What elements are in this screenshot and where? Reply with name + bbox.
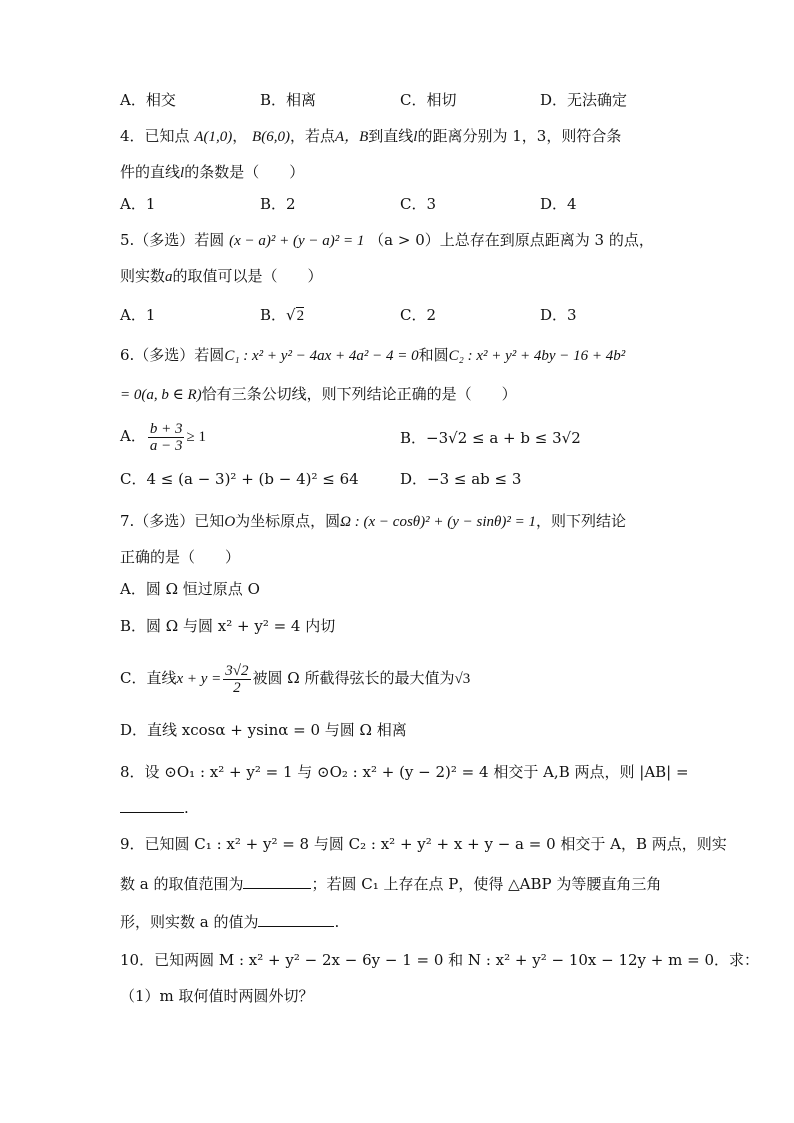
q6-line2-suffix: 恰有三条公切线，则下列结论正确的是（ ） bbox=[201, 385, 517, 403]
q5-option-b: B．√2 bbox=[260, 306, 305, 324]
q4-option-c: C．3 bbox=[400, 195, 437, 213]
q6-option-a-label: A． bbox=[120, 427, 146, 445]
q6-c2: C₂ : x² + y² + 4by − 16 + 4b² bbox=[448, 348, 626, 364]
q9-line3a: 形，则实数 a 的值为 bbox=[120, 913, 259, 931]
q8-line2 bbox=[120, 798, 189, 818]
q6-line2-eq: = 0(a, b ∈ R) bbox=[120, 387, 202, 403]
q8-line1: 8．设 ⊙O₁ : x² + y² = 1 与 ⊙O₂ : x² + (y − 2)² = 4 相交于 A,B 两点，则 |AB| = bbox=[120, 763, 689, 781]
q7-option-c-frac bbox=[223, 663, 250, 696]
q7-eq: Ω : (x − cosθ)² + (y − sinθ)² = 1 bbox=[340, 514, 537, 530]
q7-option-c-den: 2 bbox=[233, 679, 241, 696]
q6-mid: 和圆 bbox=[418, 346, 449, 364]
q4-point-a: A(1,0) bbox=[194, 129, 233, 145]
q7-mid: 为坐标原点，圆 bbox=[235, 512, 341, 530]
q4-option-b: B．2 bbox=[260, 195, 296, 213]
q5-line2-suffix: 的取值可以是（ ） bbox=[172, 267, 323, 285]
q7-option-c-eq: x + y = bbox=[176, 671, 222, 687]
q4-prefix: 4．已知点 bbox=[120, 127, 190, 145]
q5-prefix: 5.（多选）若圆 bbox=[120, 231, 225, 249]
q9-answer-blank-1[interactable] bbox=[243, 888, 311, 889]
q5-line2-prefix: 则实数 bbox=[120, 267, 166, 285]
q4-line2-prefix: 件的直线 bbox=[120, 163, 181, 181]
q4-sep: ， bbox=[232, 127, 248, 145]
q6-option-a bbox=[120, 418, 206, 455]
q4-ab: A，B bbox=[334, 129, 369, 145]
q5-option-a: A．1 bbox=[120, 306, 156, 324]
q7-option-c bbox=[120, 658, 470, 699]
q7-line2: 正确的是（ ） bbox=[120, 548, 241, 566]
q3-option-d: D．无法确定 bbox=[540, 91, 628, 109]
q6-option-a-num: b + 3 bbox=[149, 420, 183, 437]
q7-option-d: D．直线 xcosα + ysinα = 0 与圆 Ω 相离 bbox=[120, 721, 407, 739]
q9-line3b: . bbox=[334, 913, 340, 931]
q4-l: l bbox=[413, 129, 418, 145]
q5-line2 bbox=[120, 266, 323, 287]
q4-mid: ，若点 bbox=[289, 127, 335, 145]
q6-prefix: 6.（多选）若圆 bbox=[120, 346, 225, 364]
q7-option-b: B．圆 Ω 与圆 x² + y² = 4 内切 bbox=[120, 617, 336, 635]
q4-l2: l bbox=[180, 165, 185, 181]
q4-option-d: D．4 bbox=[540, 195, 577, 213]
q5-suffix: 上总存在到原点距离为 3 的点， bbox=[439, 231, 654, 249]
q6-c1: C₁ : x² + y² − 4ax + 4a² − 4 = 0 bbox=[224, 348, 419, 364]
q7-option-c-prefix: C．直线 bbox=[120, 669, 177, 687]
q7-option-a: A．圆 Ω 恒过原点 O bbox=[120, 580, 260, 598]
q8-end: . bbox=[184, 799, 189, 817]
q6-option-d: D．−3 ≤ ab ≤ 3 bbox=[400, 470, 522, 488]
q3-option-c: C．相切 bbox=[400, 91, 457, 109]
q9-line2 bbox=[120, 874, 661, 894]
q3-option-b: B．相离 bbox=[260, 91, 317, 109]
q6-line2 bbox=[120, 384, 517, 405]
q4-suffix: 的距离分别为 1，3，则符合条 bbox=[417, 127, 622, 145]
q5-a: a bbox=[165, 269, 173, 285]
q4-line2 bbox=[120, 162, 304, 183]
q7-prefix: 7.（多选）已知 bbox=[120, 512, 225, 530]
q8-answer-blank[interactable] bbox=[120, 812, 184, 813]
q5-option-b-sqrt: 2 bbox=[296, 308, 305, 324]
q7-line1 bbox=[120, 511, 626, 532]
q5-cond: （a > 0） bbox=[369, 231, 440, 249]
q6-option-c: C．4 ≤ (a − 3)² + (b − 4)² ≤ 64 bbox=[120, 470, 359, 488]
q7-o: O bbox=[224, 514, 236, 530]
q5-option-b-label: B． bbox=[260, 306, 287, 324]
q6-option-a-den: a − 3 bbox=[149, 437, 183, 454]
q7-option-c-val: √3 bbox=[454, 671, 471, 687]
q10-line2: （1）m 取何值时两圆外切？ bbox=[120, 987, 314, 1005]
q7-suffix: ，则下列结论 bbox=[536, 512, 627, 530]
q6-option-a-frac bbox=[148, 421, 185, 454]
q4-line1 bbox=[120, 126, 621, 147]
q9-line3 bbox=[120, 912, 339, 932]
q5-option-c: C．2 bbox=[400, 306, 437, 324]
q9-line2a: 数 a 的取值范围为 bbox=[120, 875, 244, 893]
q4-mid2: 到直线 bbox=[368, 127, 414, 145]
q4-line2-suffix: 的条数是（ ） bbox=[184, 163, 305, 181]
q4-option-a: A．1 bbox=[120, 195, 156, 213]
q10-line1: 10．已知两圆 M : x² + y² − 2x − 6y − 1 = 0 和 N : x² + y² − 10x − 12y + m = 0．求： bbox=[120, 951, 760, 969]
q5-line1 bbox=[120, 230, 654, 251]
q5-equation: (x − a)² + (y − a)² = 1 bbox=[229, 233, 365, 249]
q9-answer-blank-2[interactable] bbox=[258, 926, 334, 927]
q6-option-a-rel: ≥ 1 bbox=[186, 429, 206, 445]
q9-line2b: ；若圆 C₁ 上存在点 P，使得 △ABP 为等腰直角三角 bbox=[311, 875, 662, 893]
q6-option-b: B．−3√2 ≤ a + b ≤ 3√2 bbox=[400, 429, 581, 447]
q7-option-c-suffix: 被圆 Ω 所截得弦长的最大值为 bbox=[252, 669, 455, 687]
q3-option-a: A．相交 bbox=[120, 91, 176, 109]
q9-line1: 9．已知圆 C₁ : x² + y² = 8 与圆 C₂ : x² + y² + x + y − a = 0 相交于 A，B 两点，则实 bbox=[120, 835, 727, 853]
q7-option-c-num: 3√2 bbox=[225, 662, 249, 679]
q5-option-d: D．3 bbox=[540, 306, 577, 324]
q6-line1 bbox=[120, 345, 625, 366]
q4-point-b: B(6,0) bbox=[252, 129, 290, 145]
